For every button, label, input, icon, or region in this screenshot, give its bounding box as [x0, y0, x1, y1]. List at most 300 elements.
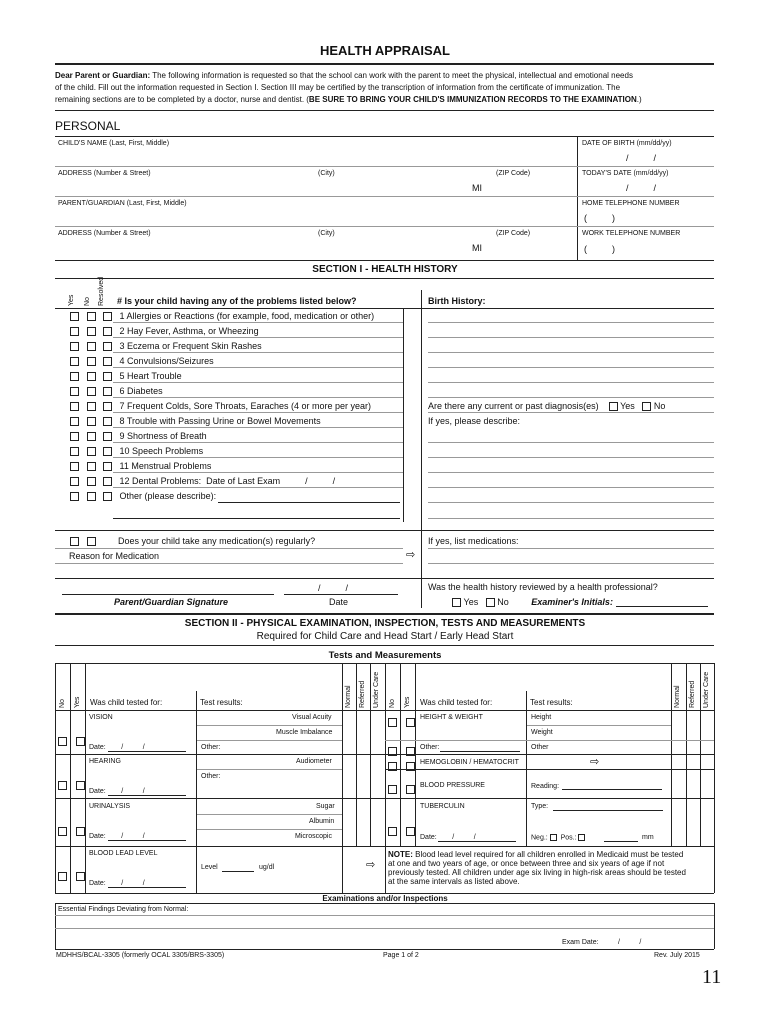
tb-yes-checkbox[interactable]	[406, 827, 415, 836]
page-title: HEALTH APPRAISAL	[320, 43, 450, 58]
birth-history-line[interactable]	[428, 322, 714, 323]
hearing-other-label: Other:	[201, 773, 221, 780]
resolved-checkbox[interactable]	[103, 342, 112, 351]
bp-checkboxes	[388, 781, 415, 799]
no-checkbox[interactable]	[87, 432, 96, 441]
date-label: Date:	[89, 788, 106, 795]
signature-rule	[55, 578, 714, 579]
vision-rule	[196, 725, 342, 726]
note-line: Blood lead level required for all children enrolled in Medicaid must be tested	[412, 850, 684, 859]
resolved-checkbox[interactable]	[103, 402, 112, 411]
birth-history-line[interactable]	[428, 352, 714, 353]
problem-row	[70, 371, 182, 381]
reviewed-no-checkbox[interactable]	[486, 598, 495, 607]
describe-line[interactable]	[428, 442, 714, 443]
intro-paragraph	[55, 71, 715, 104]
no-checkbox[interactable]	[87, 402, 96, 411]
birth-history-line[interactable]	[428, 367, 714, 368]
reviewed-yes-checkbox[interactable]	[452, 598, 461, 607]
type-label: Type:	[531, 803, 549, 810]
no-checkbox[interactable]	[87, 357, 96, 366]
medication-line[interactable]	[55, 548, 403, 549]
col-referred-header-right: Referred	[689, 680, 696, 708]
tb-results	[531, 834, 585, 842]
hemo-bottom-rule	[385, 769, 714, 770]
diagnosis-label: Are there any current or past diagnosis(es)	[428, 401, 599, 411]
col-yes-header: Yes	[74, 696, 81, 708]
col-referred-header: Referred	[359, 680, 366, 708]
no-checkbox[interactable]	[87, 387, 96, 396]
findings-line[interactable]	[55, 928, 714, 929]
tb-bottom-rule	[385, 846, 714, 847]
urinalysis-label: URINALYSIS	[89, 803, 131, 810]
yes-checkbox[interactable]	[70, 447, 79, 456]
type-line[interactable]	[553, 810, 663, 811]
yes-checkbox[interactable]	[70, 387, 79, 396]
problem-label: 7 Frequent Colds, Sore Throats, Earaches (4 or more per year)	[119, 401, 371, 411]
muscle-imbalance-label: Muscle Imbalance	[276, 729, 333, 736]
col-no-label: No	[84, 297, 91, 306]
test-results-header: Test results:	[200, 698, 243, 707]
vision-no-checkbox[interactable]	[58, 737, 67, 746]
parent-label: PARENT/GUARDIAN (Last, First, Middle)	[58, 200, 187, 207]
personal-row-1	[55, 166, 714, 167]
hearing-rule	[196, 769, 342, 770]
intro-rule	[55, 110, 714, 111]
row-rule	[113, 487, 403, 488]
reading-line[interactable]	[562, 789, 662, 790]
intro-text-2: of the child. Fill out the information requested in Section I. Section III may be certified by the transcription of information from the certificate of immunization. The	[55, 83, 621, 92]
yes-checkbox[interactable]	[70, 342, 79, 351]
no-checkbox[interactable]	[87, 372, 96, 381]
diagnosis-no-checkbox[interactable]	[642, 402, 651, 411]
describe-line[interactable]	[428, 487, 714, 488]
hearing-yes-checkbox[interactable]	[76, 781, 85, 790]
col-resolved-label: Resolved	[98, 276, 105, 306]
was-tested-header: Was child tested for:	[90, 698, 163, 707]
essential-findings-label: Essential Findings Deviating from Normal:	[58, 906, 189, 913]
no-checkbox[interactable]	[87, 492, 96, 501]
date-slashes[interactable]: / /	[452, 834, 476, 841]
height-weight-checkboxes	[388, 714, 415, 732]
height-weight-label: HEIGHT & WEIGHT	[420, 714, 483, 721]
exam-bottom-rule	[55, 949, 714, 950]
date-slashes[interactable]: / /	[121, 744, 145, 751]
col-no-header-right: No	[389, 699, 396, 708]
describe-line[interactable]	[428, 472, 714, 473]
bp-no-checkbox[interactable]	[388, 785, 397, 794]
work-phone-label: WORK TELEPHONE NUMBER	[582, 230, 681, 237]
urinalysis-checkboxes	[58, 823, 85, 841]
yes-checkbox[interactable]	[70, 417, 79, 426]
intro-close: .)	[636, 95, 642, 104]
hearing-date-line[interactable]	[108, 795, 186, 796]
col-normal-header: Normal	[345, 685, 352, 708]
problem-label: 10 Speech Problems	[119, 446, 204, 456]
date-label: Date:	[89, 880, 106, 887]
hw-no-checkbox[interactable]	[388, 718, 397, 727]
row-divider	[196, 754, 197, 798]
hw-bottom-rule	[385, 754, 714, 755]
hw-yes-checkbox[interactable]	[406, 718, 415, 727]
blood-pressure-label: BLOOD PRESSURE	[420, 782, 485, 789]
city-label-2: (City)	[318, 230, 335, 237]
intro-text-3: remaining sections are to be completed by a doctor, nurse and dentist. (	[55, 95, 309, 104]
reading-label: Reading:	[531, 783, 560, 790]
describe-line[interactable]	[428, 457, 714, 458]
bp-bottom-rule	[385, 798, 714, 799]
intro-lead: Dear Parent or Guardian:	[55, 71, 151, 80]
exam-right-edge	[714, 903, 715, 949]
intro-bold: BE SURE TO BRING YOUR CHILD'S IMMUNIZATION RECORDS TO THE EXAMINATION	[308, 95, 637, 104]
no-checkbox[interactable]	[87, 447, 96, 456]
pos-label: Pos.:	[560, 834, 577, 842]
diagnosis-yes-label: Yes	[620, 401, 635, 411]
no-checkbox[interactable]	[87, 327, 96, 336]
problem-row	[70, 416, 321, 426]
mm-line[interactable]	[604, 841, 638, 842]
zip-label-1: (ZIP Code)	[496, 170, 531, 177]
dob-label: DATE OF BIRTH (mm/dd/yy)	[582, 140, 672, 147]
table-right-edge	[714, 663, 715, 893]
problem-row	[70, 356, 214, 366]
no-checkbox[interactable]	[87, 342, 96, 351]
col-divider	[356, 663, 357, 847]
birth-history-line[interactable]	[428, 397, 714, 398]
problem-label: 2 Hay Fever, Asthma, or Wheezing	[119, 326, 259, 336]
yes-checkbox[interactable]	[70, 402, 79, 411]
personal-heading: PERSONAL	[55, 119, 121, 133]
zip-label-2: (ZIP Code)	[496, 230, 531, 237]
urinalysis-rule	[196, 829, 342, 830]
problem-row	[70, 386, 163, 396]
lead-yes-checkbox[interactable]	[76, 872, 85, 881]
reason-line[interactable]	[55, 563, 403, 564]
reason-label: Reason for Medication	[69, 551, 160, 561]
resolved-checkbox[interactable]	[103, 417, 112, 426]
exam-date-slashes[interactable]: / /	[618, 939, 642, 946]
col-yes-header-right: Yes	[404, 696, 411, 708]
col-divider	[370, 663, 371, 847]
no-checkbox[interactable]	[87, 417, 96, 426]
tests-heading: Tests and Measurements	[328, 650, 442, 661]
address-label-1: ADDRESS (Number & Street)	[58, 170, 151, 177]
row-divider	[196, 846, 197, 893]
signature-line[interactable]	[62, 594, 274, 595]
meds-line[interactable]	[428, 563, 714, 564]
resolved-checkbox[interactable]	[103, 372, 112, 381]
vision-date-line[interactable]	[108, 751, 186, 752]
urinalysis-no-checkbox[interactable]	[58, 827, 67, 836]
bp-yes-checkbox[interactable]	[406, 785, 415, 794]
blood-lead-label: BLOOD LEAD LEVEL	[89, 850, 158, 857]
tuberculin-date-line[interactable]	[438, 841, 516, 842]
work-phone-field[interactable]: ( )	[584, 244, 615, 254]
medication-question	[70, 536, 315, 546]
describe-line[interactable]	[428, 502, 714, 503]
home-phone-label: HOME TELEPHONE NUMBER	[582, 200, 680, 207]
row-rule	[113, 322, 403, 323]
describe-label: If yes, please describe:	[428, 416, 521, 426]
signature-label: Parent/Guardian Signature	[114, 597, 229, 607]
diagnosis-rule	[428, 412, 714, 413]
problem-row	[70, 401, 371, 411]
reviewed-yes-label: Yes	[463, 597, 479, 607]
page-number: 11	[702, 966, 722, 988]
section2-rule	[55, 645, 714, 646]
exam-date	[562, 939, 641, 947]
reviewed-no-label: No	[497, 597, 509, 607]
col-divider	[342, 663, 343, 893]
col-divider	[671, 663, 672, 847]
signature-date-label: Date	[329, 597, 349, 607]
vision-rule	[196, 740, 342, 741]
row-rule	[113, 352, 403, 353]
city-label-1: (City)	[318, 170, 335, 177]
section1-heading: SECTION I - HEALTH HISTORY	[312, 264, 458, 275]
resolved-checkbox[interactable]	[103, 387, 112, 396]
tuberculin-label: TUBERCULIN	[420, 803, 465, 810]
date-slashes[interactable]: / /	[121, 880, 145, 887]
row-divider	[526, 798, 527, 847]
table-left-edge	[55, 663, 56, 893]
date-slashes[interactable]: / /	[121, 788, 145, 795]
yes-checkbox[interactable]	[70, 312, 79, 321]
col-divider	[700, 663, 701, 847]
problem-row	[70, 341, 262, 351]
arrow-right-icon: ⇨	[590, 755, 600, 768]
urinalysis-date-line[interactable]	[108, 840, 186, 841]
problems-question: # Is your child having any of the problems listed below?	[117, 296, 357, 306]
problem-label: 5 Heart Trouble	[119, 371, 182, 381]
section1-rule	[55, 278, 714, 279]
hw-row-rule	[385, 740, 714, 741]
question-rule	[55, 308, 714, 309]
form-id: MDHHS/BCAL-3305 (formerly OCAL 3305/BRS-3305)	[56, 952, 225, 959]
resolved-checkbox[interactable]	[103, 447, 112, 456]
level-label: Level	[201, 864, 218, 871]
address-label-2: ADDRESS (Number & Street)	[58, 230, 151, 237]
pos-checkbox[interactable]	[578, 834, 585, 841]
no-checkbox[interactable]	[87, 477, 96, 486]
header-divider	[526, 691, 527, 711]
blood-lead-date-line[interactable]	[108, 887, 186, 888]
sugar-label: Sugar	[316, 803, 335, 810]
vision-other-label: Other:	[201, 744, 221, 751]
yes-checkbox[interactable]	[70, 462, 79, 471]
hemoglobin-checkboxes	[388, 758, 415, 776]
neg-label: Neg.:	[531, 834, 548, 842]
problem-label: 8 Trouble with Passing Urine or Bowel Movements	[119, 416, 321, 426]
problem-row	[70, 461, 211, 471]
diagnosis-yes-checkbox[interactable]	[609, 402, 618, 411]
vision-bottom-rule	[55, 754, 385, 755]
header-divider	[196, 691, 197, 711]
arrow-right-icon: ⇨	[406, 548, 416, 561]
intro-text-1: The following information is requested so that the school can work with the parent to meet the physical, intellectual and emotional needs	[150, 71, 633, 80]
height-label: Height	[531, 714, 552, 721]
level-line[interactable]	[222, 871, 254, 872]
todays-date-label: TODAY'S DATE (mm/dd/yy)	[582, 170, 669, 177]
row-rule	[113, 382, 403, 383]
note-label: NOTE:	[388, 850, 413, 859]
header-rule	[55, 710, 714, 711]
yes-checkbox[interactable]	[70, 477, 79, 486]
problem-row	[70, 446, 203, 456]
col-under-care-header: Under Care	[373, 671, 380, 708]
no-checkbox[interactable]	[87, 462, 96, 471]
dob-field[interactable]: / /	[626, 153, 657, 163]
resolved-checkbox[interactable]	[103, 327, 112, 336]
problems-right-edge	[403, 308, 404, 522]
list-meds-label: If yes, list medications:	[428, 536, 519, 546]
other-label-right: Other:	[420, 744, 440, 751]
state-2: MI	[472, 243, 482, 253]
problem-label: 3 Eczema or Frequent Skin Rashes	[119, 341, 262, 351]
exam-date-label: Exam Date:	[562, 939, 599, 946]
was-tested-header-right: Was child tested for:	[420, 698, 493, 707]
hemoglobin-label: HEMOGLOBIN / HEMATOCRIT	[420, 759, 519, 766]
vision-label: VISION	[89, 714, 113, 721]
other-line-right[interactable]	[440, 751, 520, 752]
problem-label: 4 Convulsions/Seizures	[119, 356, 214, 366]
urinalysis-rule	[196, 814, 342, 815]
yes-checkbox[interactable]	[70, 357, 79, 366]
examiner-initials-line[interactable]	[616, 606, 708, 607]
birth-history-line[interactable]	[428, 382, 714, 383]
reviewed-answers	[452, 597, 613, 607]
home-phone-field[interactable]: ( )	[584, 213, 615, 223]
date-label: Date:	[420, 834, 437, 841]
tuberculin-checkboxes	[388, 823, 415, 841]
personal-row-2	[55, 196, 714, 197]
resolved-checkbox[interactable]	[103, 477, 112, 486]
birth-history-line[interactable]	[428, 337, 714, 338]
visual-acuity-label: Visual Acuity	[292, 714, 332, 721]
birth-history-label: Birth History:	[428, 296, 486, 306]
row-divider	[196, 710, 197, 754]
reviewed-question: Was the health history reviewed by a health professional?	[428, 582, 658, 592]
personal-row-3	[55, 226, 714, 227]
weight-label: Weight	[531, 729, 553, 736]
problem-label: Other (please describe):	[119, 491, 217, 501]
tb-no-checkbox[interactable]	[388, 827, 397, 836]
hw-rule	[526, 725, 671, 726]
hearing-checkboxes	[58, 777, 85, 795]
hearing-bottom-rule	[55, 798, 385, 799]
other-describe-line[interactable]	[218, 502, 400, 503]
medication-no-checkbox[interactable]	[87, 537, 96, 546]
col-divider	[385, 663, 386, 893]
resolved-checkbox[interactable]	[103, 312, 112, 321]
medication-label: Does your child take any medication(s) regularly?	[118, 536, 316, 546]
section2-rule-top	[55, 613, 714, 615]
resolved-checkbox[interactable]	[103, 492, 112, 501]
vision-yes-checkbox[interactable]	[76, 737, 85, 746]
arrow-right-icon: ⇨	[366, 858, 376, 871]
urinalysis-yes-checkbox[interactable]	[76, 827, 85, 836]
col-yes-label: Yes	[68, 294, 75, 306]
row-rule	[113, 397, 403, 398]
col-normal-header-right: Normal	[674, 685, 681, 708]
test-results-header-right: Test results:	[530, 698, 573, 707]
problem-label: 6 Diabetes	[119, 386, 163, 396]
page-indicator: Page 1 of 2	[383, 952, 419, 959]
no-checkbox[interactable]	[87, 312, 96, 321]
diagnosis-no-label: No	[653, 401, 666, 411]
col-divider	[686, 663, 687, 847]
note-line: at one and two years of age, or once between three and six years of age if not	[388, 859, 665, 868]
mm-label: mm	[642, 834, 654, 841]
problem-label: 12 Dental Problems: Date of Last Exam / /	[119, 476, 336, 486]
other-describe-line-2[interactable]	[113, 518, 400, 519]
signature-date-line[interactable]	[284, 594, 398, 595]
problem-row	[70, 476, 335, 486]
col-divider	[85, 663, 86, 893]
row-divider	[196, 798, 197, 847]
other-result-label: Other	[531, 744, 549, 751]
date-label: Date:	[89, 744, 106, 751]
exam-rule	[55, 903, 714, 904]
row-rule	[113, 442, 403, 443]
col-no-header: No	[59, 699, 66, 708]
findings-line[interactable]	[55, 915, 714, 916]
resolved-checkbox[interactable]	[103, 462, 112, 471]
yes-checkbox[interactable]	[70, 372, 79, 381]
neg-checkbox[interactable]	[550, 834, 557, 841]
meds-line[interactable]	[428, 548, 714, 549]
row-rule	[113, 367, 403, 368]
row-rule	[113, 427, 403, 428]
yes-checkbox[interactable]	[70, 492, 79, 501]
examiner-initials-label: Examiner's Initials:	[531, 597, 613, 607]
resolved-checkbox[interactable]	[103, 357, 112, 366]
todays-date-field[interactable]: / /	[626, 183, 657, 193]
medication-yes-checkbox[interactable]	[70, 537, 79, 546]
date-slashes[interactable]: / /	[121, 833, 145, 840]
vision-checkboxes	[58, 733, 85, 751]
row-rule	[113, 412, 403, 413]
date-label: Date:	[89, 833, 106, 840]
signature-date-field[interactable]: / /	[318, 583, 349, 593]
problem-row	[70, 491, 216, 501]
personal-rule-bottom	[55, 260, 714, 261]
lead-no-checkbox[interactable]	[58, 872, 67, 881]
urinalysis-bottom-rule	[55, 846, 385, 847]
blood-lead-checkboxes	[58, 868, 85, 886]
hearing-label: HEARING	[89, 758, 121, 765]
state-1: MI	[472, 183, 482, 193]
describe-line[interactable]	[428, 518, 714, 519]
yes-checkbox[interactable]	[70, 327, 79, 336]
section1-divider	[421, 290, 422, 608]
resolved-checkbox[interactable]	[103, 432, 112, 441]
yes-checkbox[interactable]	[70, 432, 79, 441]
exam-left-edge	[55, 903, 56, 949]
col-divider	[415, 663, 416, 847]
row-divider	[526, 769, 527, 798]
exam-heading: Examinations and/or Inspections	[322, 894, 448, 903]
hearing-no-checkbox[interactable]	[58, 781, 67, 790]
personal-divider	[577, 136, 578, 260]
ugdl-label: ug/dl	[259, 864, 275, 871]
col-under-care-header-right: Under Care	[703, 671, 710, 708]
problem-row	[70, 326, 259, 336]
blood-lead-note	[388, 850, 714, 886]
problem-label: 11 Menstrual Problems	[119, 461, 212, 471]
personal-rule-top	[55, 136, 714, 137]
section2-subheading: Required for Child Care and Head Start / Early Head Start	[256, 631, 514, 642]
